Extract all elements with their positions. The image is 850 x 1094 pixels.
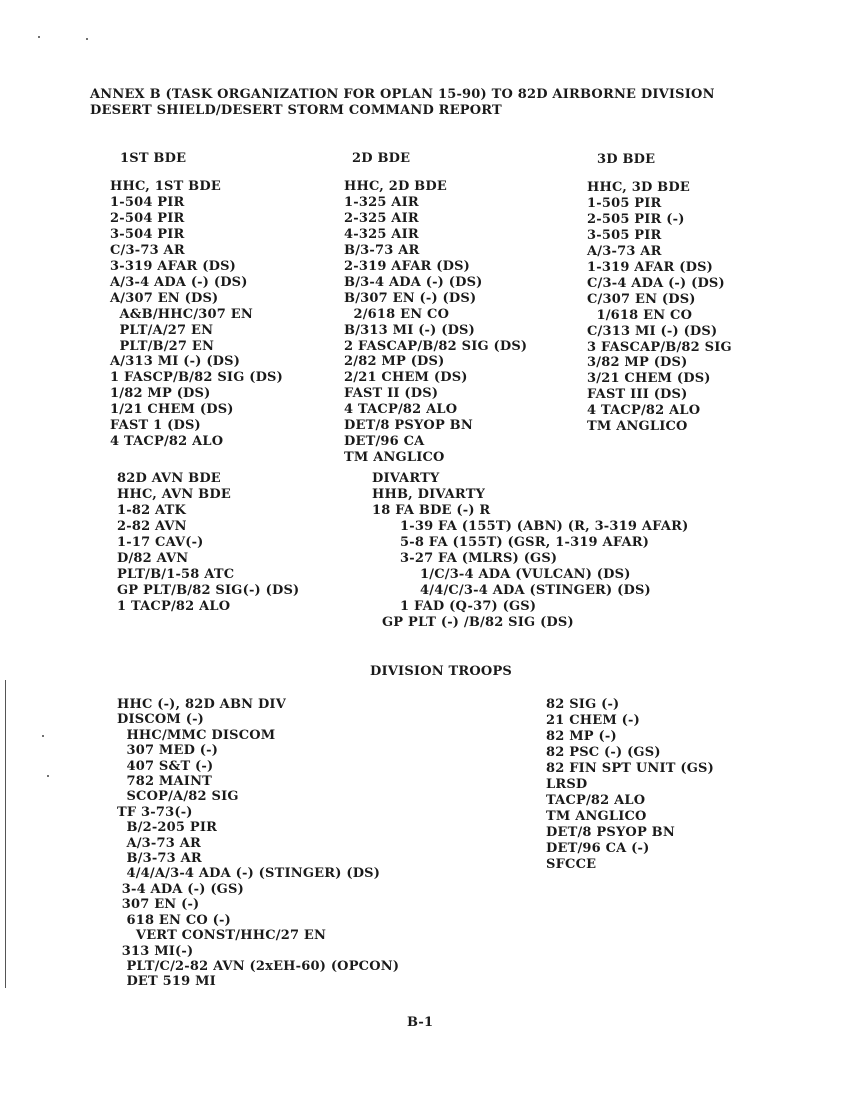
unit-line: DET/96 CA (-) bbox=[546, 840, 650, 856]
unit-line: 3/21 CHEM (DS) bbox=[587, 371, 711, 387]
unit-line: TM ANGLICO bbox=[587, 419, 688, 435]
margin-line bbox=[5, 680, 6, 988]
unit-line: 307 MED (-) bbox=[117, 743, 219, 759]
artillery-unit: 1 FAD (Q-37) (GS) bbox=[400, 599, 537, 614]
artillery-unit: GP PLT (-) /B/82 SIG (DS) bbox=[382, 615, 574, 630]
unit-line: SFCCE bbox=[546, 856, 597, 872]
unit-line: 618 EN CO (-) bbox=[117, 912, 231, 928]
unit-line: 3 FASCAP/B/82 SIG bbox=[587, 339, 732, 355]
unit-line: FAST II (DS) bbox=[344, 386, 439, 402]
unit-line: 1-325 AIR bbox=[344, 194, 419, 210]
unit-line: C/313 MI (-) (DS) bbox=[587, 323, 718, 339]
brigade-1-units bbox=[110, 179, 283, 450]
unit-line: 1-504 PIR bbox=[110, 194, 185, 210]
unit-line: TF 3-73(-) bbox=[117, 804, 193, 820]
unit-line: HHC, 1ST BDE bbox=[110, 179, 221, 194]
unit-line: B/307 EN (-) (DS) bbox=[344, 290, 477, 306]
unit-line: A/307 EN (DS) bbox=[110, 290, 219, 306]
unit-line: 1/82 MP (DS) bbox=[110, 386, 211, 402]
brigade-3-units bbox=[587, 180, 732, 435]
unit-line: 1 TACP/82 ALO bbox=[117, 598, 231, 614]
scan-speck bbox=[47, 775, 49, 777]
unit-line: DET/8 PSYOP BN bbox=[546, 824, 675, 840]
annex-title-line2: DESERT SHIELD/DESERT STORM COMMAND REPORT bbox=[90, 103, 502, 118]
unit-line: 3-505 PIR bbox=[587, 227, 662, 243]
unit-line: 2-504 PIR bbox=[110, 210, 185, 226]
unit-line: 1-82 ATK bbox=[117, 502, 187, 518]
unit-line: 1 FASCP/B/82 SIG (DS) bbox=[110, 370, 283, 386]
unit-line: 1-505 PIR bbox=[587, 195, 662, 211]
unit-line: DET/96 CA bbox=[344, 434, 425, 450]
unit-line: 2/82 MP (DS) bbox=[344, 354, 445, 370]
unit-line: LRSD bbox=[546, 776, 588, 792]
unit-line: 2 FASCAP/B/82 SIG (DS) bbox=[344, 338, 528, 354]
unit-line: 4 TACP/82 ALO bbox=[587, 403, 701, 419]
artillery-unit: 1-39 FA (155T) (ABN) (R, 3-319 AFAR) bbox=[400, 519, 689, 534]
unit-line: HHC/MMC DISCOM bbox=[117, 727, 276, 743]
artillery-unit: 18 FA BDE (-) R bbox=[372, 503, 491, 518]
unit-line: A&B/HHC/307 EN bbox=[110, 306, 253, 322]
division-troops-title: DIVISION TROOPS bbox=[370, 664, 513, 679]
unit-line: 3-4 ADA (-) (GS) bbox=[117, 881, 244, 897]
unit-line: PLT/B/1-58 ATC bbox=[117, 566, 235, 582]
unit-line: DET 519 MI bbox=[117, 974, 216, 990]
unit-line: B/3-73 AR bbox=[117, 851, 202, 867]
unit-line: SCOP/A/82 SIG bbox=[117, 789, 239, 805]
artillery-unit: 5-8 FA (155T) (GSR, 1-319 AFAR) bbox=[400, 535, 650, 550]
artillery-unit: 3-27 FA (MLRS) (GS) bbox=[400, 551, 558, 566]
artillery-unit: HHB, DIVARTY bbox=[372, 487, 486, 502]
page-number: B-1 bbox=[407, 1015, 434, 1030]
unit-line: HHC, 2D BDE bbox=[344, 179, 447, 194]
unit-line: 82 FIN SPT UNIT (GS) bbox=[546, 760, 714, 776]
unit-line: 1-319 AFAR (DS) bbox=[587, 259, 714, 275]
unit-line: 782 MAINT bbox=[117, 774, 213, 790]
unit-line: 1-17 CAV(-) bbox=[117, 534, 204, 550]
unit-line: 4 TACP/82 ALO bbox=[110, 434, 224, 450]
divarty-title: DIVARTY bbox=[372, 471, 440, 486]
unit-line: C/3-73 AR bbox=[110, 242, 185, 258]
unit-line: DISCOM (-) bbox=[117, 712, 205, 728]
unit-line: PLT/C/2-82 AVN (2xEH-60) (OPCON) bbox=[117, 958, 400, 974]
unit-line: 1/21 CHEM (DS) bbox=[110, 402, 234, 418]
unit-line: PLT/A/27 EN bbox=[110, 322, 214, 338]
artillery-unit: 4/4/C/3-4 ADA (STINGER) (DS) bbox=[420, 583, 651, 598]
unit-line: B/3-73 AR bbox=[344, 242, 420, 258]
unit-line: A/3-73 AR bbox=[117, 835, 202, 851]
unit-line: 3-319 AFAR (DS) bbox=[110, 258, 237, 274]
scan-speck bbox=[42, 735, 44, 737]
unit-line: 2/21 CHEM (DS) bbox=[344, 370, 468, 386]
brigade-2-units bbox=[344, 179, 527, 466]
unit-line: TM ANGLICO bbox=[344, 450, 445, 466]
brigade-1-title: 1ST BDE bbox=[120, 151, 187, 166]
unit-line: C/307 EN (DS) bbox=[587, 291, 696, 307]
unit-line: 1/618 EN CO bbox=[587, 307, 693, 323]
unit-line: 82 PSC (-) (GS) bbox=[546, 744, 661, 760]
unit-line: 407 S&T (-) bbox=[117, 758, 214, 774]
aviation-brigade-units bbox=[117, 471, 299, 615]
annex-title-line1: ANNEX B (TASK ORGANIZATION FOR OPLAN 15-90) TO 82D AIRBORNE DIVISION bbox=[90, 87, 715, 102]
unit-line: TM ANGLICO bbox=[546, 808, 647, 824]
unit-line: 4 TACP/82 ALO bbox=[344, 402, 458, 418]
unit-line: 4/4/A/3-4 ADA (-) (STINGER) (DS) bbox=[117, 866, 381, 882]
unit-line: TACP/82 ALO bbox=[546, 792, 646, 808]
unit-line: 2-319 AFAR (DS) bbox=[344, 258, 471, 274]
division-troops-right-units bbox=[546, 697, 714, 872]
scan-speck bbox=[86, 38, 88, 40]
unit-line: DET/8 PSYOP BN bbox=[344, 418, 473, 434]
unit-line: B/3-4 ADA (-) (DS) bbox=[344, 274, 483, 290]
unit-line: 82 MP (-) bbox=[546, 728, 617, 744]
unit-line: 307 EN (-) bbox=[117, 897, 200, 913]
unit-line: PLT/B/27 EN bbox=[110, 338, 215, 354]
unit-line: HHC, AVN BDE bbox=[117, 486, 231, 502]
brigade-3-title: 3D BDE bbox=[597, 152, 656, 167]
unit-line: GP PLT/B/82 SIG(-) (DS) bbox=[117, 582, 300, 598]
brigade-2-title: 2D BDE bbox=[352, 151, 411, 166]
unit-line: 82 SIG (-) bbox=[546, 697, 620, 712]
unit-line: A/3-4 ADA (-) (DS) bbox=[110, 274, 248, 290]
unit-line: B/2-205 PIR bbox=[117, 820, 218, 836]
unit-line: 4-325 AIR bbox=[344, 226, 419, 242]
unit-line: 313 MI(-) bbox=[117, 943, 194, 959]
unit-line: HHC (-), 82D ABN DIV bbox=[117, 697, 287, 712]
unit-line: 2-505 PIR (-) bbox=[587, 211, 685, 227]
unit-line: HHC, 3D BDE bbox=[587, 180, 690, 195]
unit-line: D/82 AVN bbox=[117, 550, 189, 566]
unit-line: 3/82 MP (DS) bbox=[587, 355, 688, 371]
unit-line: 2-325 AIR bbox=[344, 210, 419, 226]
unit-line: FAST 1 (DS) bbox=[110, 418, 201, 434]
artillery-unit: 1/C/3-4 ADA (VULCAN) (DS) bbox=[420, 567, 631, 582]
unit-line: A/313 MI (-) (DS) bbox=[110, 354, 241, 370]
scan-speck bbox=[38, 36, 40, 38]
unit-line: A/3-73 AR bbox=[587, 243, 662, 259]
unit-line: 3-504 PIR bbox=[110, 226, 185, 242]
unit-line: C/3-4 ADA (-) (DS) bbox=[587, 275, 725, 291]
unit-line: 82D AVN BDE bbox=[117, 471, 221, 486]
unit-line: 21 CHEM (-) bbox=[546, 712, 640, 728]
division-troops-left-units bbox=[117, 697, 399, 990]
unit-line: 2-82 AVN bbox=[117, 518, 187, 534]
unit-line: FAST III (DS) bbox=[587, 387, 688, 403]
unit-line: 2/618 EN CO bbox=[344, 306, 450, 322]
unit-line: VERT CONST/HHC/27 EN bbox=[117, 928, 327, 944]
unit-line: B/313 MI (-) (DS) bbox=[344, 322, 475, 338]
